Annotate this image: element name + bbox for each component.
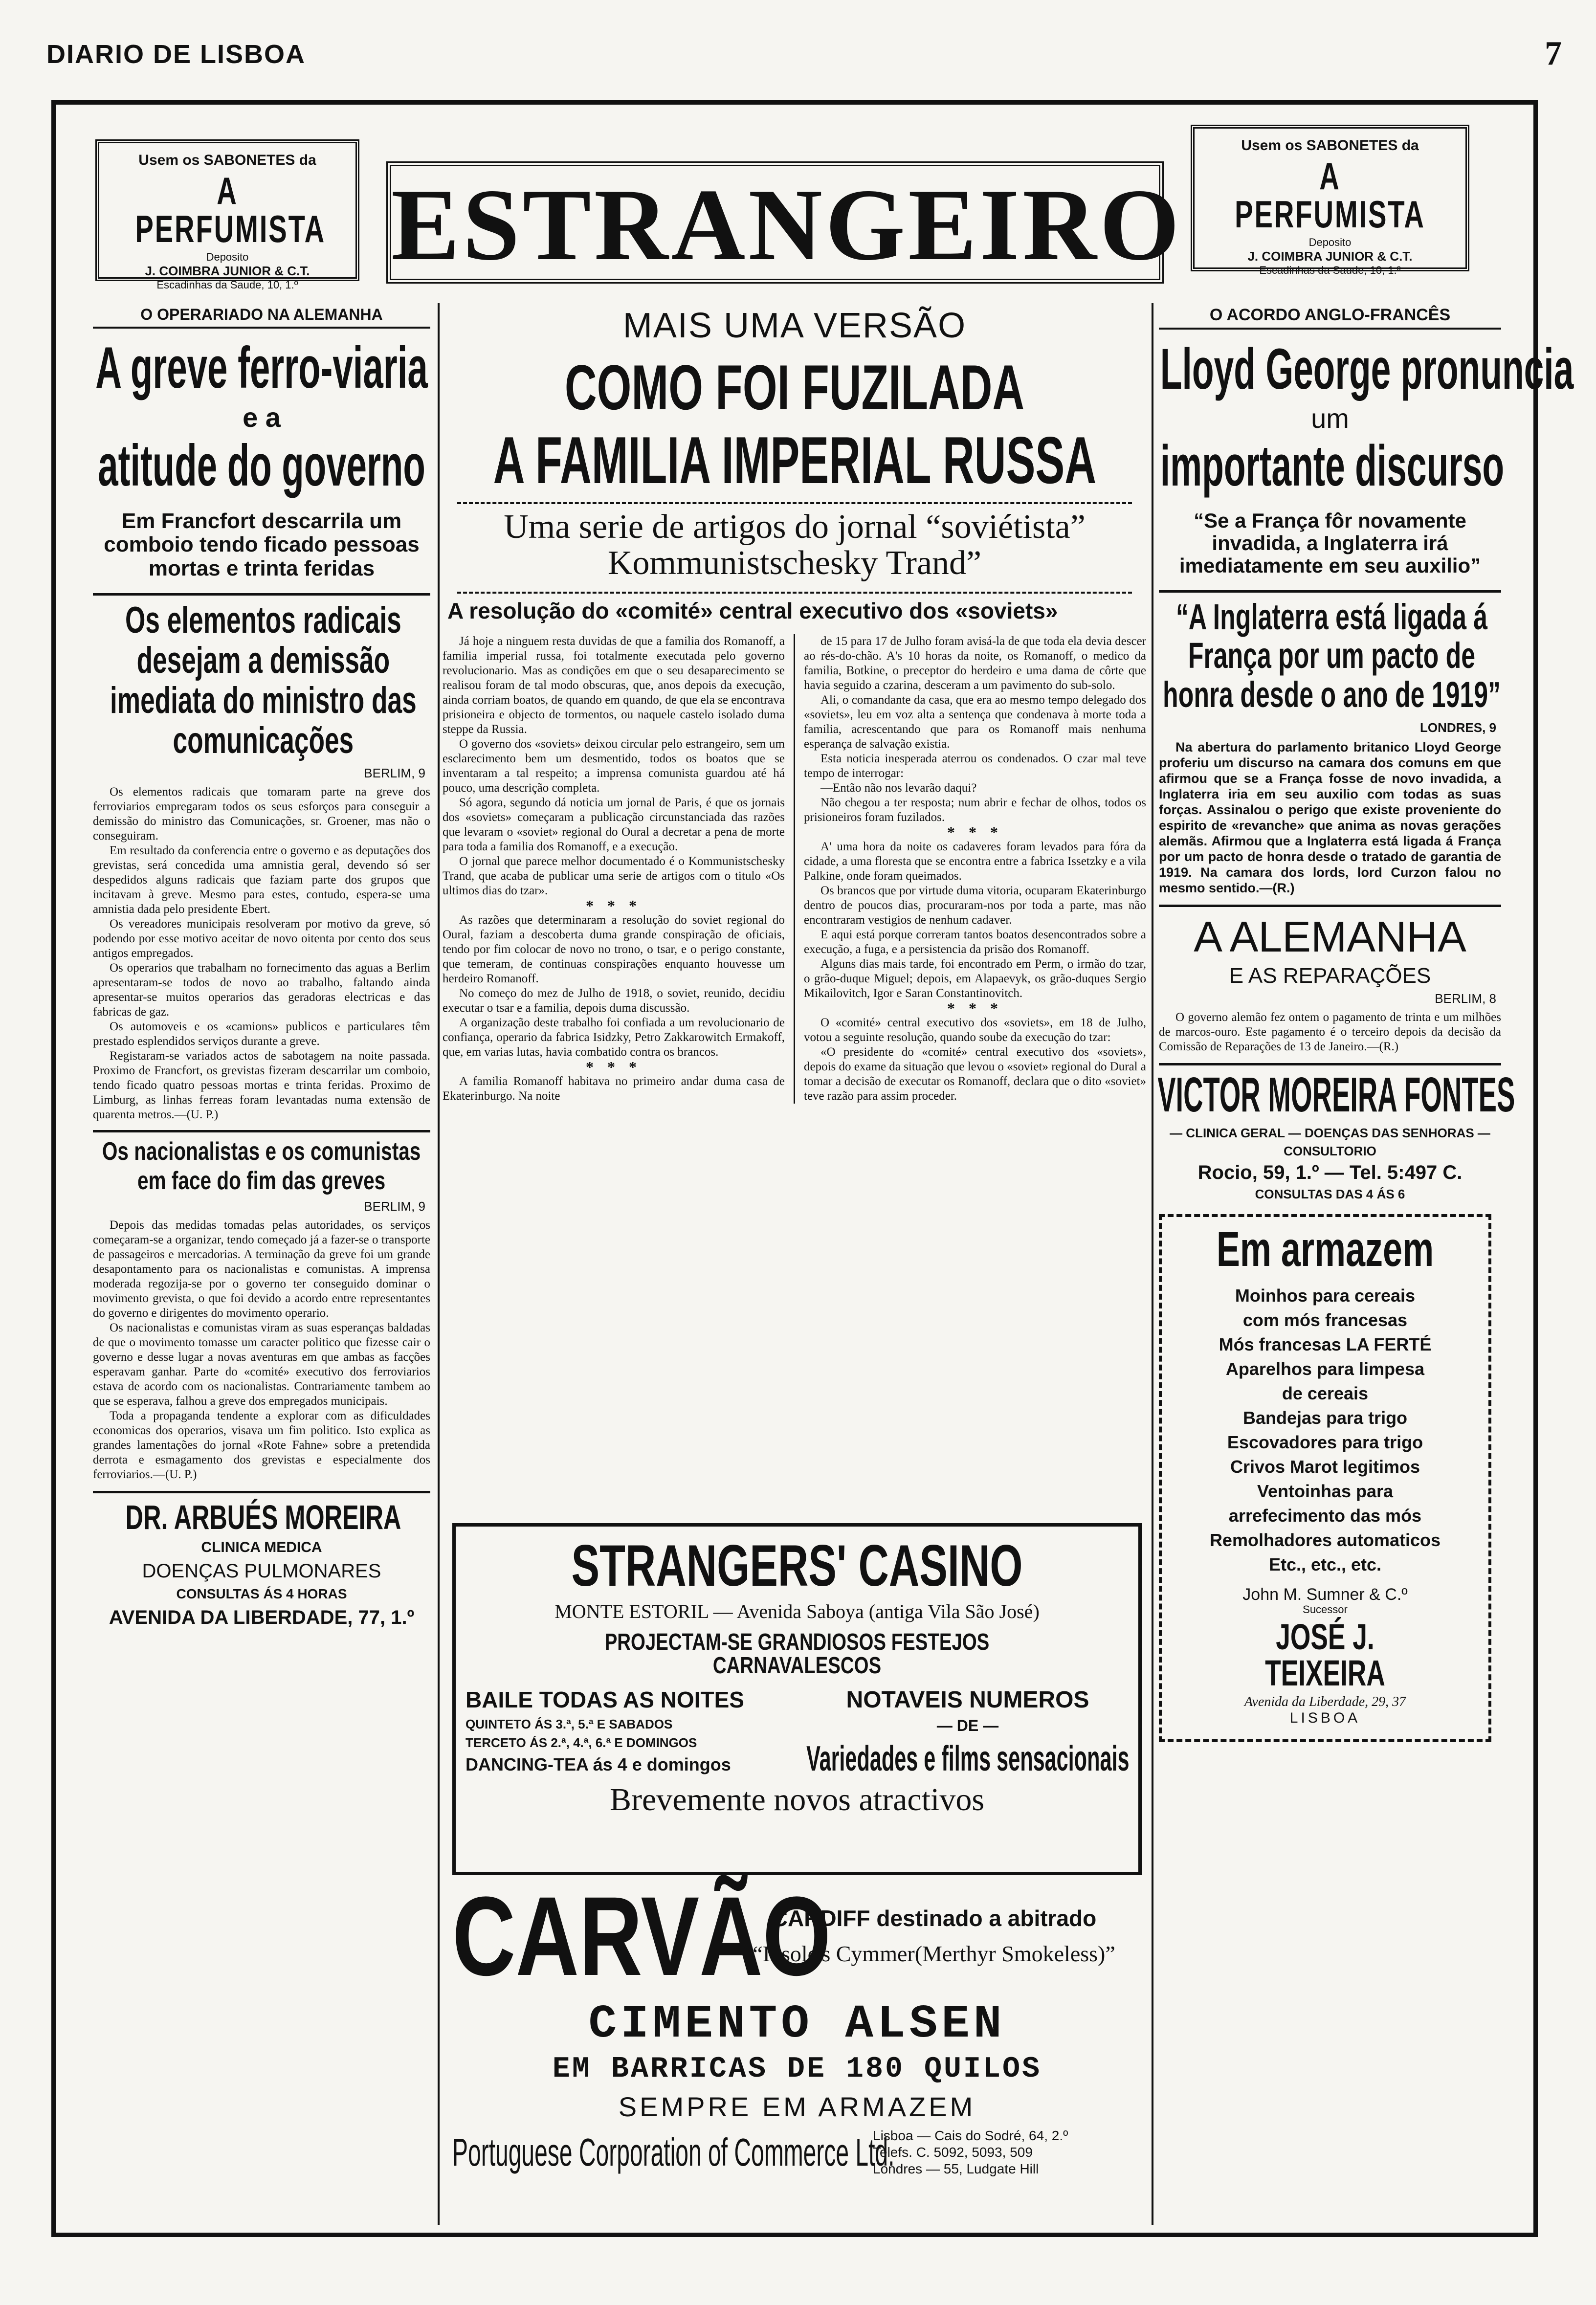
page-number: 7 [1545, 35, 1562, 72]
paragraph: A familia Romanoff habitava no primeiro andar duma casa de Ekaterinburgo. Na noite [443, 1074, 785, 1103]
ad-brand: A PERFUMISTA [135, 169, 326, 250]
paragraph: Os brancos que por virtude duma vitoria, ocuparam Ekaterinburgo dentro de poucos dias, procuraram-nos por toda a parte, mas não encontraram vestigios de nenhum cadaver. [804, 884, 1146, 927]
ad-item: Moinhos para cereais [1235, 1285, 1416, 1306]
ad-item: de cereais [1282, 1383, 1369, 1404]
paragraph: Alguns dias mais tarde, foi encontrado em Perm, o irmão do tzar, o grão-duque Miguel; depois, em Alapaevyk, os grão-duques Sergio Mikailovitch, Igor e Saran Constantinovitch. [804, 957, 1146, 1000]
section-banner: ESTRANGEIRO [386, 161, 1164, 284]
divider [457, 592, 1132, 594]
paragraph: As razões que determinaram a resolução do soviet regional do Oural, faziam a descoberta duma grande conspiração de oficiais, tendo por fim colocar de novo no trono, o tsar, e o perigo constante, que temeram, de continuas conspirações enquanto houvesse um herdeiro Romanoff. [443, 913, 785, 985]
ad-line: — CLINICA GERAL — DOENÇAS DAS SENHORAS — [1170, 1126, 1490, 1141]
article-body [93, 1218, 430, 1482]
headline: COMO FOI FUZILADA [564, 352, 1025, 423]
ad-item: Ventoinhas para [1257, 1481, 1394, 1502]
paragraph: Os vereadores municipais resolveram por motivo da greve, só podendo por esse motivo aceitar de novo oitenta por cento dos seus antigos empregados. [93, 917, 430, 960]
paragraph: Só agora, segundo dá noticia um jornal de Paris, é que os jornais dos «soviets» começaram a publicação circunstanciada das razões que levaram o «soviet» regional do Oural a decretar a pena de morte para toda a familia dos Romanoff, e a execução. [443, 796, 785, 853]
paragraph: Os elementos radicais que tomaram parte na greve dos ferroviarios empregaram todos os seus esforços para conseguir a demissão do ministro das Comunicações, sr. Groener, mas não o conseguiram. [93, 785, 430, 843]
ad-line: EM BARRICAS DE 180 QUILOS [552, 2053, 1042, 2086]
divider [1159, 590, 1501, 593]
ad-line: Brevemente novos atractivos [609, 1781, 985, 1817]
paragraph: Depois das medidas tomadas pelas autoridades, os serviços começaram-se a organizar, tendo começado já a fazer-se o transporte de passageiros e mercadorias. A terminação da greve foi um grande desapontamento para os nacionalistas e comunistas. A imprensa moderada regozija-se por o governo ter conseguido dominar o movimento grevista, o que foi devido a acordo entre representantes do governo e dirigentes do movimento operario. [93, 1219, 430, 1320]
ad-line: MONTE ESTORIL — Avenida Saboya (antiga Vila São José) [554, 1600, 1040, 1622]
ad-line: Lisboa — Cais do Sodré, 64, 2.º [873, 2128, 1068, 2143]
ad-line: J. COIMBRA JUNIOR & C.T. [145, 264, 310, 278]
ad-brand: A PERFUMISTA [1235, 155, 1425, 236]
ad-item: Escovadores para trigo [1227, 1432, 1423, 1453]
ad-item: Etc., etc., etc. [1268, 1554, 1382, 1575]
ad-item: arrefecimento das mós [1228, 1506, 1422, 1526]
ad-program-right [797, 1687, 1138, 1776]
divider [1159, 905, 1501, 907]
subheadline: Uma serie de artigos do jornal “soviétista” Kommunistschesky Trand” [504, 508, 1086, 582]
headline: Os nacionalistas e os comunistas em face do fim das greves [102, 1137, 421, 1196]
paragraph: Registaram-se variados actos de sabotagem na noite passada. Proximo de Francfort, os grevistas fizeram descarrilar um comboio, tendo ficado quatro pessoas mortas e trinta feridas. Proximo de Limburg, as linhas ferreas foram levantadas numa extensão de quarenta metros.—(U. P.) [93, 1049, 430, 1122]
paragraph: —Então não nos levarão daqui? [820, 781, 977, 795]
ad-name: DR. ARBUÉS MOREIRA [125, 1498, 401, 1537]
headline: A FAMILIA IMPERIAL RUSSA [493, 423, 1096, 497]
ad-line: Sucessor [1303, 1603, 1348, 1616]
ad-program [456, 1687, 1138, 1776]
divider [457, 502, 1132, 504]
headline: atitude do governo [98, 433, 425, 498]
ad-line: “Insole's Cymmer(Merthyr Smokeless)” [753, 1941, 1115, 1966]
ad-item: com mós francesas [1242, 1310, 1408, 1330]
article-kicker: O OPERARIADO NA ALEMANHA [93, 306, 430, 329]
ad-line: Usem os SABONETES da [138, 152, 316, 168]
ad-line: — DE — [936, 1716, 999, 1734]
ad-line: QUINTETO ÁS 3.ª, 5.ª E SABADOS [466, 1716, 673, 1731]
paragraph: Os nacionalistas e comunistas viram as suas esperanças baldadas de que o movimento tomasse um caracter politico que fizesse cair o governo e desse lugar a novas aventuras em que ambas as facções esperavam ganhar. Parte do «comité» executivo dos ferroviarios estava de acordo com os nacionalistas. Contrariamente tambem ao que se esperava, falhou a greve dos empregados municipais. [93, 1321, 430, 1408]
subheadline: Em Francfort descarrila um comboio tendo ficado pessoas mortas e trinta feridas [104, 509, 420, 580]
ad-item: Remolhadores automaticos [1209, 1530, 1441, 1551]
paragraph: Não chegou a ter resposta; num abrir e fechar de olhos, todos os prisioneiros foram fuzilados. [804, 796, 1146, 824]
ad-line: CONSULTAS DAS 4 ÁS 6 [1255, 1187, 1405, 1202]
ad-title: Em armazem [1216, 1222, 1434, 1277]
ad-line: DOENÇAS PULMONARES [142, 1560, 381, 1582]
headline: importante discurso [1160, 434, 1505, 498]
section-break: * * * [947, 823, 1003, 841]
ad-arbues-moreira [93, 1500, 430, 1628]
ad-line: CIMENTO ALSEN [588, 1997, 1006, 2051]
ad-line: CARDIFF destinado a abitrado [771, 1906, 1097, 1931]
ad-line: J. COIMBRA JUNIOR & C.T. [1247, 249, 1413, 264]
ad-title: CARVÃO [452, 1873, 831, 1999]
subheadline: A resolução do «comité» central executivo dos «soviets» [447, 598, 1058, 623]
ad-item: Bandejas para trigo [1242, 1408, 1408, 1428]
ad-program-left [456, 1687, 797, 1776]
ad-line: AVENIDA DA LIBERDADE, 77, 1.º [109, 1606, 415, 1628]
ad-line: Portuguese Corporation of Commerce Ltd. [452, 2130, 895, 2174]
ad-item: Crivos Marot legitimos [1230, 1457, 1420, 1477]
ad-strangers-casino [452, 1523, 1142, 1875]
divider [1159, 1063, 1501, 1065]
paragraph: Em resultado da conferencia entre o governo e as deputações dos grevistas, será concedida uma amnistia geral, devendo só ser despedidos alguns radicais que faziam parte dos grupos que incitavam à greve. Mesmo para estes, contudo, espera-se uma amnistia dada pelo presidente Ebert. [93, 844, 430, 916]
column-rule [1152, 303, 1153, 2225]
ad-line: BAILE TODAS AS NOITES [466, 1687, 744, 1712]
article-body [93, 785, 430, 1122]
section-break: * * * [947, 999, 1003, 1017]
paragraph: Toda a propaganda tendente a explorar com as dificuldades economicas dos operarios, visava um fim politico. Isto explica as grandes lamentações do jornal «Rote Fahne» sobre a pretendida derrota e esmagamento dos grevistas e especialmente dos ferroviarios.—(U. P.) [93, 1409, 430, 1482]
ad-victor-moreira-fontes [1157, 1067, 1515, 1202]
article-kicker: MAIS UMA VERSÃO [622, 306, 967, 345]
divider [93, 593, 430, 596]
headline: e a [243, 402, 281, 433]
ad-line: CONSULTAS ÁS 4 HORAS [176, 1586, 347, 1602]
article-body [795, 634, 1146, 1104]
ad-addresses [873, 2128, 1142, 2177]
ad-line: Usem os SABONETES da [1241, 137, 1419, 154]
article-columns [443, 634, 1147, 1104]
paragraph: O governo dos «soviets» deixou circular pelo estrangeiro, sem um esclarecimento bem um desmentido, todos os boatos que se inventaram a tal respeito; a imprensa comunista guardou até há pouco, uma descrição completa. [443, 737, 785, 795]
ad-title: STRANGERS' CASINO [571, 1533, 1023, 1598]
divider [93, 1130, 430, 1132]
headline: Lloyd George pronuncia [1160, 337, 1574, 401]
paragraph: A' uma hora da noite os cadaveres foram levados para fóra da cidade, a uma floresta que se encontra entre a fabrica Issetzky e a vila Palkine, onde foram queimados. [804, 840, 1146, 883]
ad-line: Telefs. C. 5092, 5093, 509 [873, 2145, 1033, 2160]
ad-line: Rocio, 59, 1.º — Tel. 5:497 C. [1197, 1162, 1463, 1184]
divider [93, 1491, 430, 1493]
right-column [1157, 306, 1574, 2222]
section-break: * * * [586, 1058, 642, 1076]
paragraph: Já hoje a ninguem resta duvidas de que a familia dos Romanoff, a familia imperial russa, foi totalmente executada pelo governo revolucionario. Mas as condições em que o seu desaparecimento se realisou foram de tal modo obscuras, que, anos depois da execução, ainda corriam boatos, de quando em quando, de que ela se encontrava prisioneira e objecto de tormentos, ou naquele castelo isolado duma steppe da Russia. [443, 634, 785, 736]
paragraph: Os operarios que trabalham no fornecimento das aguas a Berlim apresentaram-se todos de novo ao trabalho, faltando ainda apresentar-se muitos operarios das geradoras electricas e das fabricas de gaz. [93, 961, 430, 1019]
dateline: BERLIM, 9 [364, 1199, 425, 1214]
paragraph: Ali, o comandante da casa, que era ao mesmo tempo delegado dos «soviets», leu em voz alta a sentença que condenava à morte toda a familia, acrescentando que para os Romanoff mais nenhuma esperança de salvação existia. [804, 693, 1146, 751]
ad-line: TERCETO ÁS 2.ª, 4.ª, 6.ª E DOMINGOS [466, 1735, 697, 1751]
dateline: BERLIM, 9 [364, 766, 425, 781]
ad-line: CLINICA MEDICA [201, 1539, 322, 1556]
paragraph: A organização deste trabalho foi confiada a um revolucionario de confiança, operario da fabrica Isidzky, Petro Zakkarowitch Ermakoff, que, em varias lutas, havia combatido contra os brancos. [443, 1016, 785, 1059]
headline: um [1311, 403, 1349, 434]
ad-line: Avenida da Liberdade, 29, 37 [1244, 1694, 1406, 1709]
running-head: DIARIO DE LISBOA [46, 40, 306, 69]
article-kicker: O ACORDO ANGLO-FRANCÊS [1159, 306, 1501, 330]
ad-item: Mós francesas LA FERTÉ [1219, 1334, 1432, 1355]
article-body [443, 634, 795, 1104]
ad-name: JOSÉ J. TEIXEIRA [1265, 1616, 1385, 1693]
paragraph: de 15 para 17 de Julho foram avisá-la de que toda ela devia descer ao rés-do-chão. A's 10 horas da noite, os Romanoff, o medico da familia, Botkine, o preceptor do herdeiro e uma dama de côrte que havia seguido a czarina, desceram a um pavimento do sub-solo. [804, 634, 1146, 692]
dateline: LONDRES, 9 [1419, 720, 1496, 735]
ad-line: Variedades e films sensacionais [806, 1739, 1130, 1778]
ad-line: LISBOA [1289, 1709, 1361, 1726]
ad-perfumista-right [1191, 125, 1469, 276]
left-column [93, 306, 430, 2222]
ad-line: Deposito [1308, 236, 1352, 248]
paragraph: O «comité» central executivo dos «soviets», em 18 de Julho, votou a seguinte resolução, quando soube da execução do tzar: [804, 1016, 1146, 1044]
paragraph: E aqui está porque correram tantos boatos desencontrados sobre a execução, a fuga, e a persistencia da prisão dos Romanoff. [804, 928, 1146, 956]
article-body: Na abertura do parlamento britanico Lloyd George proferiu um discurso na camara dos comuns em que afirmou que se a França fosse de novo invadida, a Inglaterra iria em seu auxilio com todas as suas forças. Assinalou o perigo que existe proveniente do espirito de «revanche» que anima as novas gerações alemãs. Afirmou que a Inglaterra está ligada á França por um pacto de honra desde o tratado de garantia de 1919. Na camara dos lords, lord Curzon falou no mesmo sentido.—(R.) [1159, 740, 1501, 896]
ad-perfumista-left [95, 139, 359, 291]
headline: Os elementos radicais desejam a demissão imediata do ministro das comunicações [110, 599, 417, 762]
ad-carvao-bottom [452, 2128, 1142, 2177]
paragraph: «O presidente do «comité» central executivo dos «soviets», depois do exame da situação que levou o «soviet» regional do Dural a tomar a decisão de executar os Romanoff, declara que o dito «soviet» teve razão para assim proceder. [804, 1045, 1146, 1103]
ad-em-armazem [1159, 1214, 1491, 1742]
article-body: O governo alemão fez ontem o pagamento de trinta e um milhões de marcos-ouro. Este pagamento é o terceiro depois da decisão da Comissão de Reparações de 13 de Janeiro.—(R.) [1159, 1011, 1501, 1054]
ad-line: Deposito [206, 251, 249, 263]
ad-line: Escadinhas da Saude, 10, 1.º [1259, 264, 1401, 276]
headline: E AS REPARAÇÕES [1229, 964, 1431, 988]
paragraph: No começo do mez de Julho de 1918, o soviet, reunido, decidiu executar o tsar e a familia, depois duma discussão. [443, 986, 785, 1015]
section-break: * * * [586, 896, 642, 914]
ad-name: VICTOR MOREIRA FONTES [1157, 1067, 1515, 1123]
ad-carvao-top [452, 1873, 1142, 1999]
ad-item: Aparelhos para limpesa [1225, 1359, 1425, 1379]
ad-line: DANCING-TEA ás 4 e domingos [466, 1754, 731, 1774]
paragraph: Os automoveis e os «camions» publicos e particulares têm prestado esplendidos serviços durante a greve. [93, 1020, 430, 1048]
ad-line: NOTAVEIS NUMEROS [846, 1687, 1089, 1713]
paragraph: O jornal que parece melhor documentado é o Kommunistschesky Trand, que acaba de publicar uma serie de artigos com o titulo «Os ultimos dias do tzar». [443, 854, 785, 897]
paragraph: Esta noticia inesperada aterrou os condenados. O czar mal teve tempo de interrogar: [804, 752, 1146, 780]
ad-line: Escadinhas da Saude, 10, 1.º [156, 279, 298, 291]
ad-line: CONSULTORIO [1284, 1143, 1376, 1158]
ad-items [1170, 1284, 1481, 1577]
column-rule [438, 303, 440, 2225]
ad-line: PROJECTAM-SE GRANDIOSOS FESTEJOS CARNAVALESCOS [604, 1629, 990, 1679]
ad-line: Londres — 55, Ludgate Hill [873, 2161, 1039, 2176]
center-column [443, 306, 1147, 1518]
ad-line: SEMPRE EM ARMAZEM [618, 2091, 976, 2122]
subheadline: “Se a França fôr novamente invadida, a Inglaterra irá imediatamente em seu auxilio” [1179, 509, 1481, 577]
headline: A greve ferro-viaria [95, 335, 428, 400]
ad-carvao [452, 1873, 1142, 2225]
headline: “A Inglaterra está ligada á França por um pacto de honra desde o ano de 1919” [1163, 596, 1501, 715]
headline: A ALEMANHA [1194, 912, 1466, 961]
dateline: BERLIM, 8 [1435, 991, 1496, 1006]
ad-line: John M. Sumner & C.º [1242, 1585, 1408, 1604]
